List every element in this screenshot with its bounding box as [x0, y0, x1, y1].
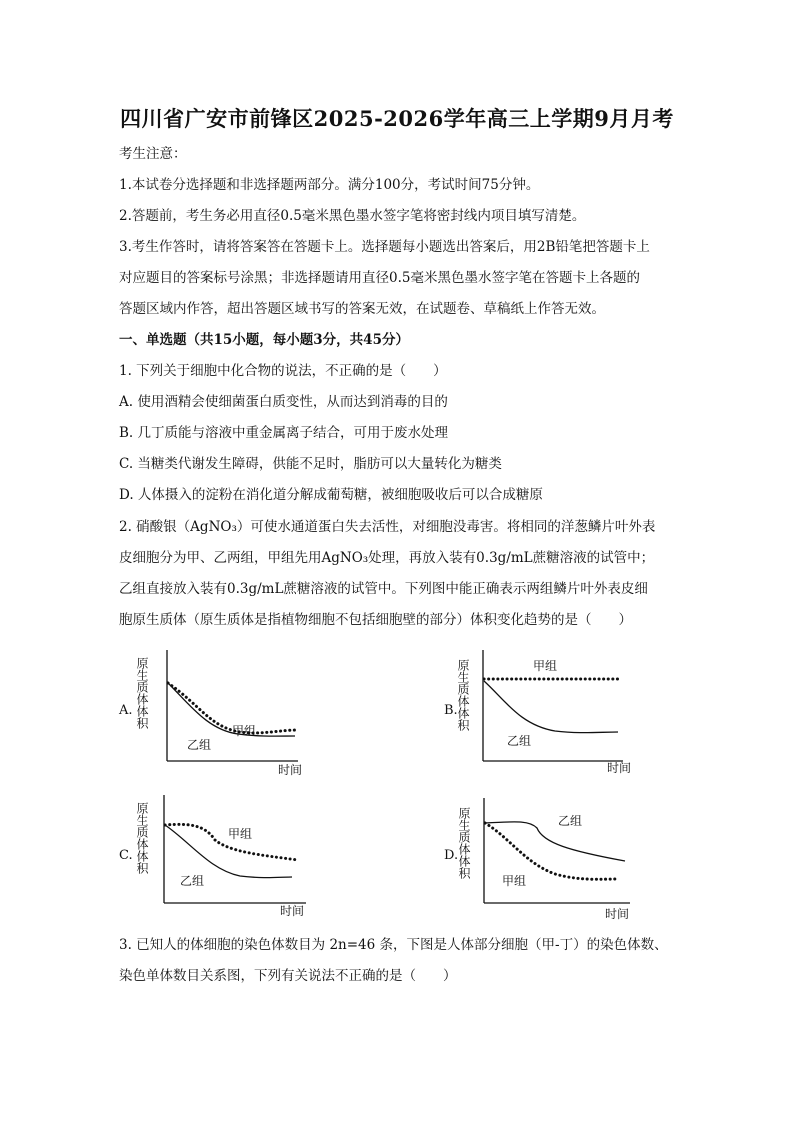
graph-b-x-label: 时间 [607, 761, 632, 775]
graph-d-x-label: 时间 [605, 907, 630, 921]
section-heading: 一、单选题（共15小题，每小题3分，共45分） [119, 332, 409, 348]
notice-item: 2.答题前，考生务必用直径0.5毫米黑色墨水签字笔将密封线内项目填写清楚。 [119, 208, 586, 224]
graph-a-y-label: 原生质体体积 [135, 657, 149, 729]
graph-d-yi-label: 乙组 [558, 814, 583, 828]
notice-item: 3.考生作答时，请将答案答在答题卡上。选择题每小题选出答案后，用2B铅笔把答题卡上 [119, 239, 650, 255]
graph-d-option-label: D. [444, 848, 459, 863]
question-1-stem: 1. 下列关于细胞中化合物的说法，不正确的是（ ） [119, 363, 447, 379]
graph-c-x-label: 时间 [280, 904, 305, 918]
graph-c-yi-label: 乙组 [180, 874, 205, 888]
graph-a-yi-label: 乙组 [187, 738, 212, 752]
graph-b-yi-label: 乙组 [507, 734, 532, 748]
notice-item: 答题区域内作答，超出答题区域书写的答案无效，在试题卷、草稿纸上作答无效。 [119, 301, 605, 317]
graph-d-yi-curve [485, 822, 625, 861]
graph-d-jia-label: 甲组 [502, 874, 527, 888]
graph-a-option-label: A. [119, 703, 133, 718]
graph-b-yi-curve [484, 681, 618, 733]
graph-b-option-label: B. [444, 703, 458, 718]
q1-option-c: C. 当糖类代谢发生障碍，供能不足时，脂肪可以大量转化为糖类 [119, 456, 502, 472]
q1-option-d: D. 人体摄入的淀粉在消化道分解成葡萄糖，被细胞吸收后可以合成糖原 [119, 487, 543, 503]
graph-a-jia-label: 甲组 [232, 724, 257, 738]
exam-title: 四川省广安市前锋区2025-2026学年高三上学期9月月考 [120, 106, 674, 131]
graph-c-option-label: C. [119, 848, 133, 863]
notice-item: 1.本试卷分选择题和非选择题两部分。满分100分，考试时间75分钟。 [119, 177, 540, 193]
graph-d-jia-curve [485, 823, 619, 879]
graph-c-y-label: 原生质体体积 [135, 802, 149, 874]
q1-option-a: A. 使用酒精会使细菌蛋白质变性，从而达到消毒的目的 [119, 394, 448, 410]
notice-heading: 考生注意： [119, 146, 187, 162]
question-2-stem: 胞原生质体（原生质体是指植物细胞不包括细胞壁的部分）体积变化趋势的是（ ） [119, 612, 632, 628]
graph-a [130, 645, 320, 780]
question-2-stem: 2. 硝酸银（AgNO₃）可使水通道蛋白失去活性，对细胞没毒害。将相同的洋葱鳞片叶外表 [119, 519, 656, 535]
graph-c [130, 790, 320, 925]
question-2-stem: 乙组直接放入装有0.3g/mL蔗糖溶液的试管中。下列图中能正确表示两组鳞片叶外表皮细 [119, 581, 648, 597]
graph-a-x-label: 时间 [278, 763, 303, 777]
question-3-stem: 3. 已知人的体细胞的染色体数目为 2n=46 条，下图是人体部分细胞（甲-丁）的染色体数、 [119, 937, 668, 953]
graph-d-y-label: 原生质体体积 [457, 807, 471, 879]
notice-item: 对应题目的答案标号涂黑；非选择题请用直径0.5毫米黑色墨水签字笔在答题卡上各题的 [119, 270, 640, 286]
graph-b-jia-label: 甲组 [533, 659, 558, 673]
q1-option-b: B. 几丁质能与溶液中重金属离子结合，可用于废水处理 [119, 425, 449, 441]
graph-d [455, 793, 645, 928]
question-3-stem: 染色单体数目关系图，下列有关说法不正确的是（ ） [119, 968, 457, 984]
graph-c-jia-label: 甲组 [228, 827, 253, 841]
graph-b-y-label: 原生质体体积 [456, 659, 470, 731]
question-2-stem: 皮细胞分为甲、乙两组，甲组先用AgNO₃处理，再放入装有0.3g/mL蔗糖溶液的试管中； [119, 550, 655, 566]
graph-b [455, 645, 645, 780]
